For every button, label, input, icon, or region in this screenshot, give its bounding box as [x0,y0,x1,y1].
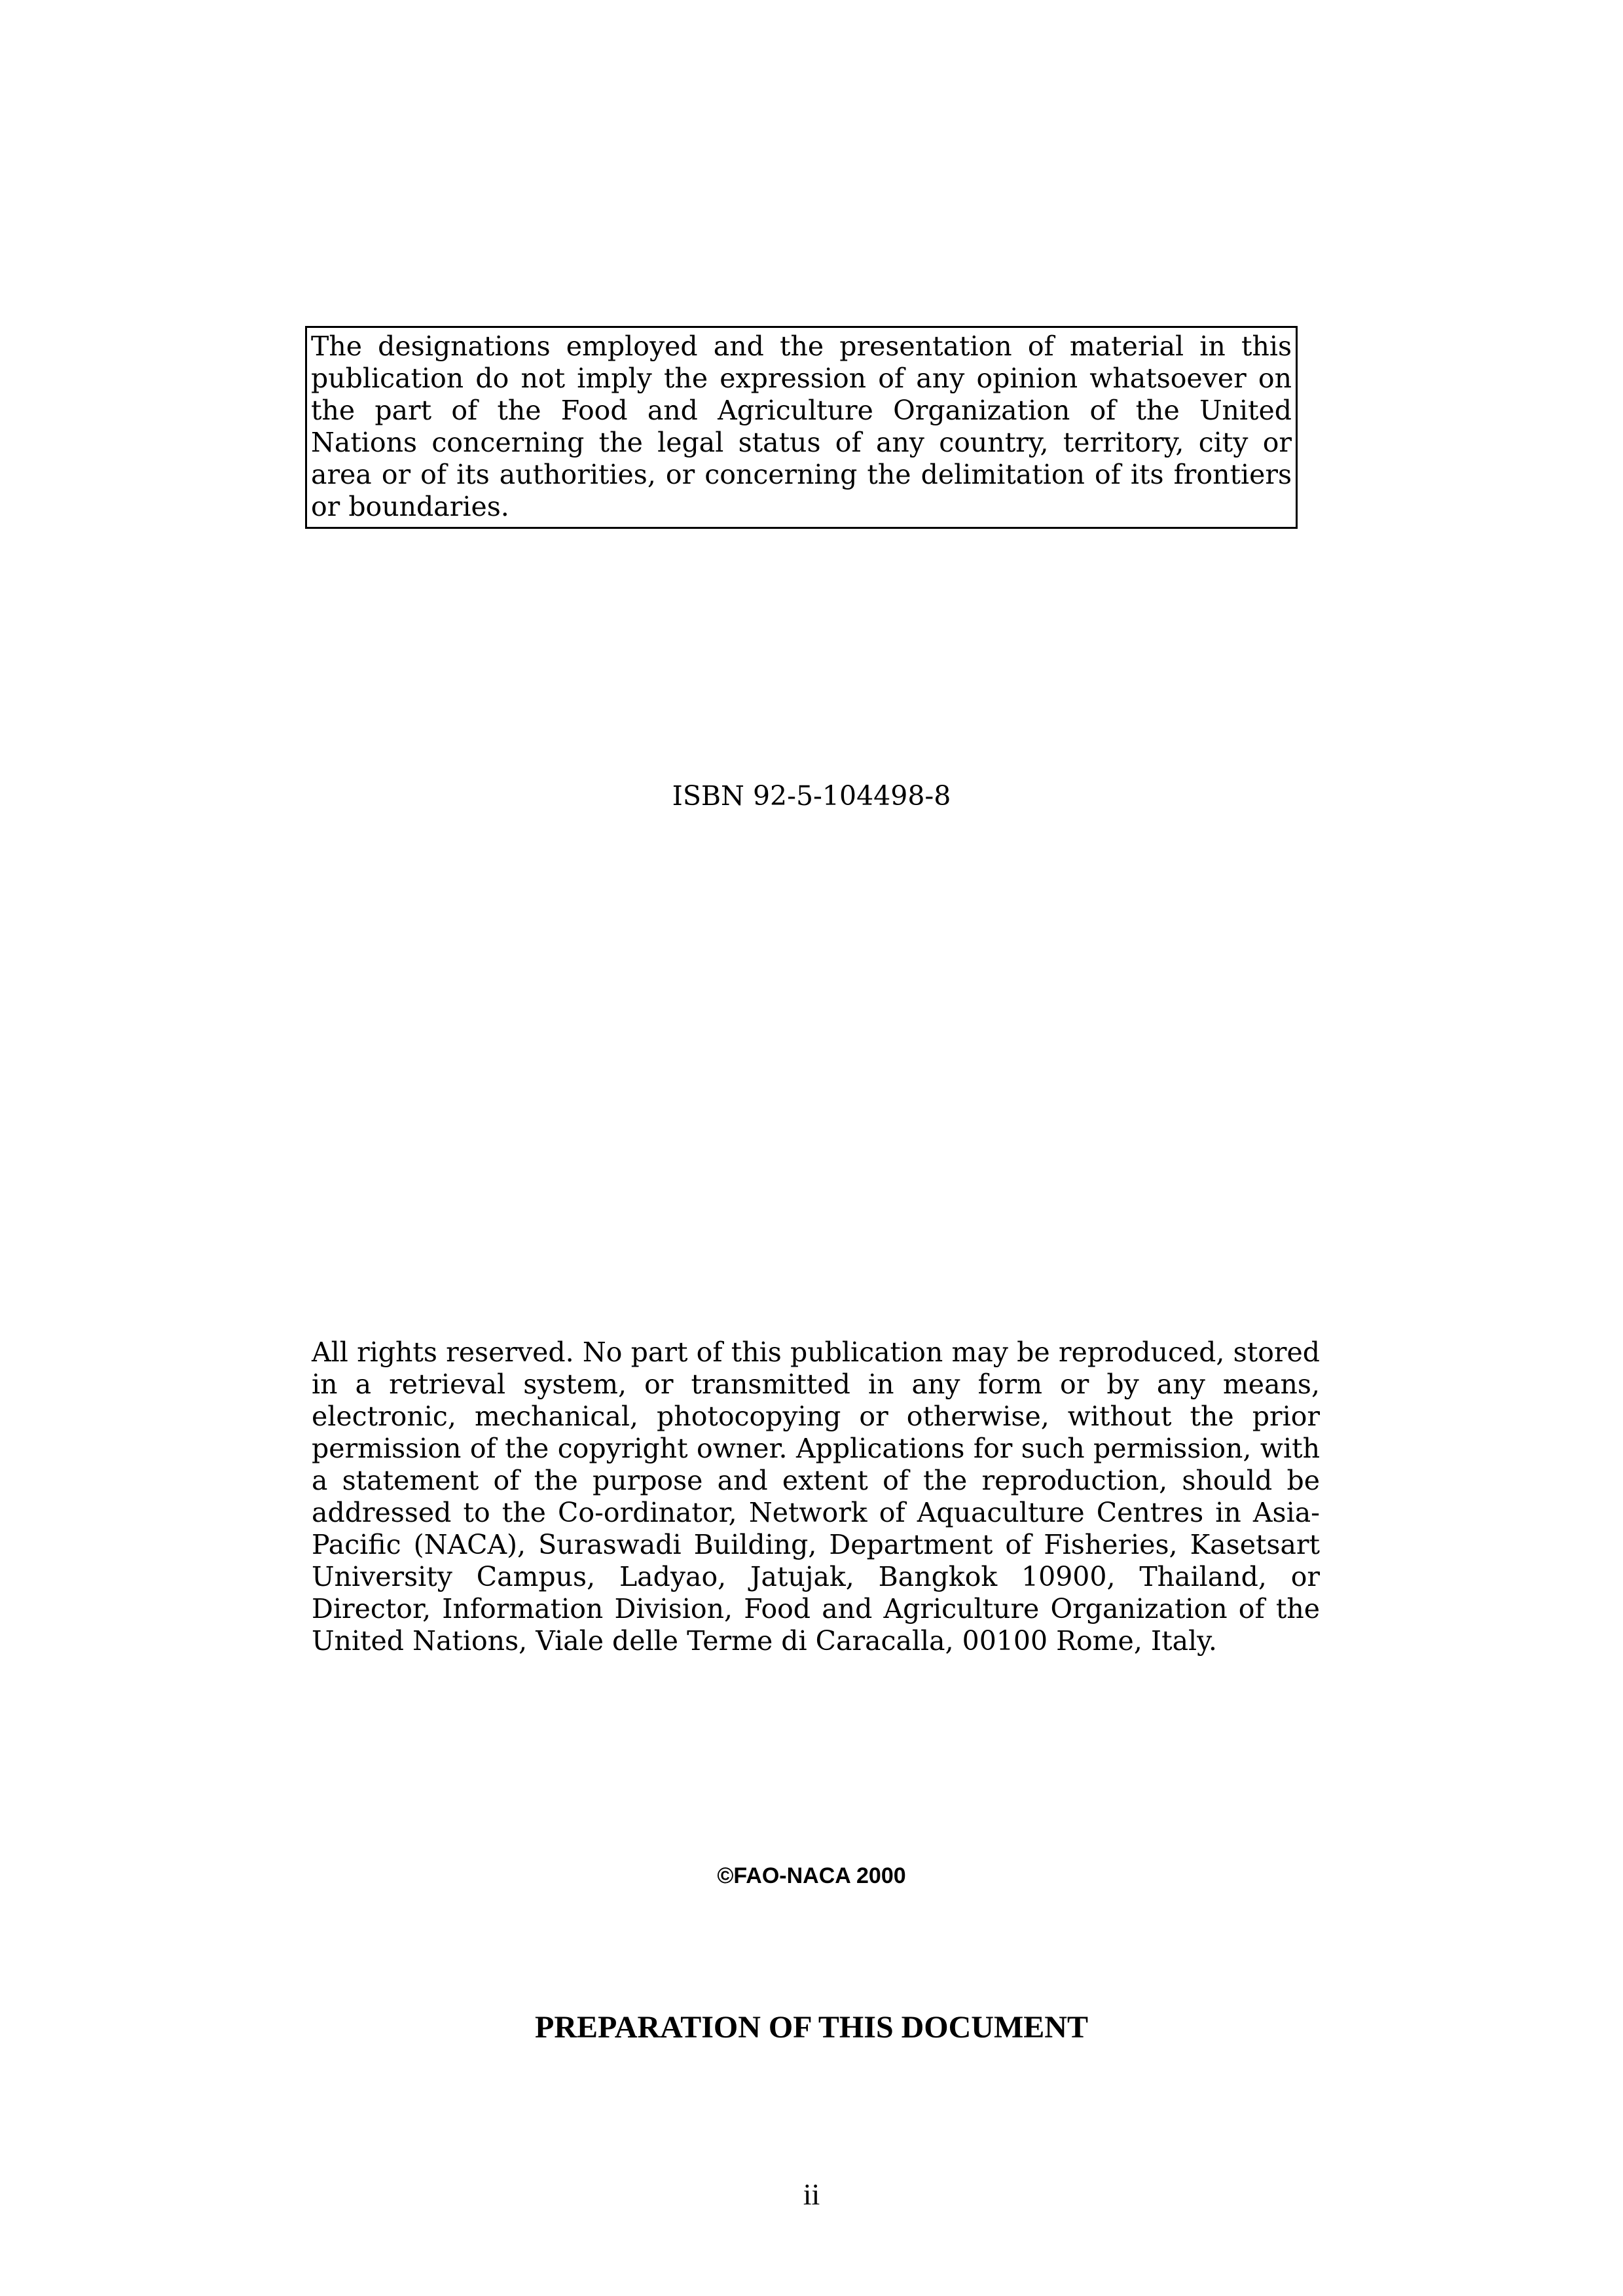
section-title: PREPARATION OF THIS DOCUMENT [535,2010,1088,2045]
rights-reserved-paragraph: All rights reserved. No part of this publication may be reproduced, stored in a retrieval system, or transmitted in any form or by any means, electronic, mechanical, photocopying or otherwise, without the prior permission of the copyright owner. Applications for such permission, with a statement of the purpose and extent of the reproduction, should be addressed to the Co-ordinator, Network of Aquaculture Centres in Asia-Pacific (NACA), Suraswadi Building, Department of Fisheries, Kasetsart University Campus, Ladyao, Jatujak, Bangkok 10900, Thailand, or Director, Information Division, Food and Agriculture Organization of the United Nations, Viale delle Terme di Caracalla, 00100 Rome, Italy. [312,1336,1320,1657]
page-number: ii [803,2178,820,2211]
disclaimer-box: The designations employed and the presentation of material in this publication do not imply the expression of any opinion whatsoever on the part of the Food and Agriculture Organization of the United Nations concerning the legal status of any country, territory, city or area or of its authorities, or concerning the delimitation of its frontiers or boundaries. [305,326,1298,529]
isbn: ISBN 92-5-104498-8 [672,780,951,812]
copyright-notice: ©FAO-NACA 2000 [717,1863,906,1888]
